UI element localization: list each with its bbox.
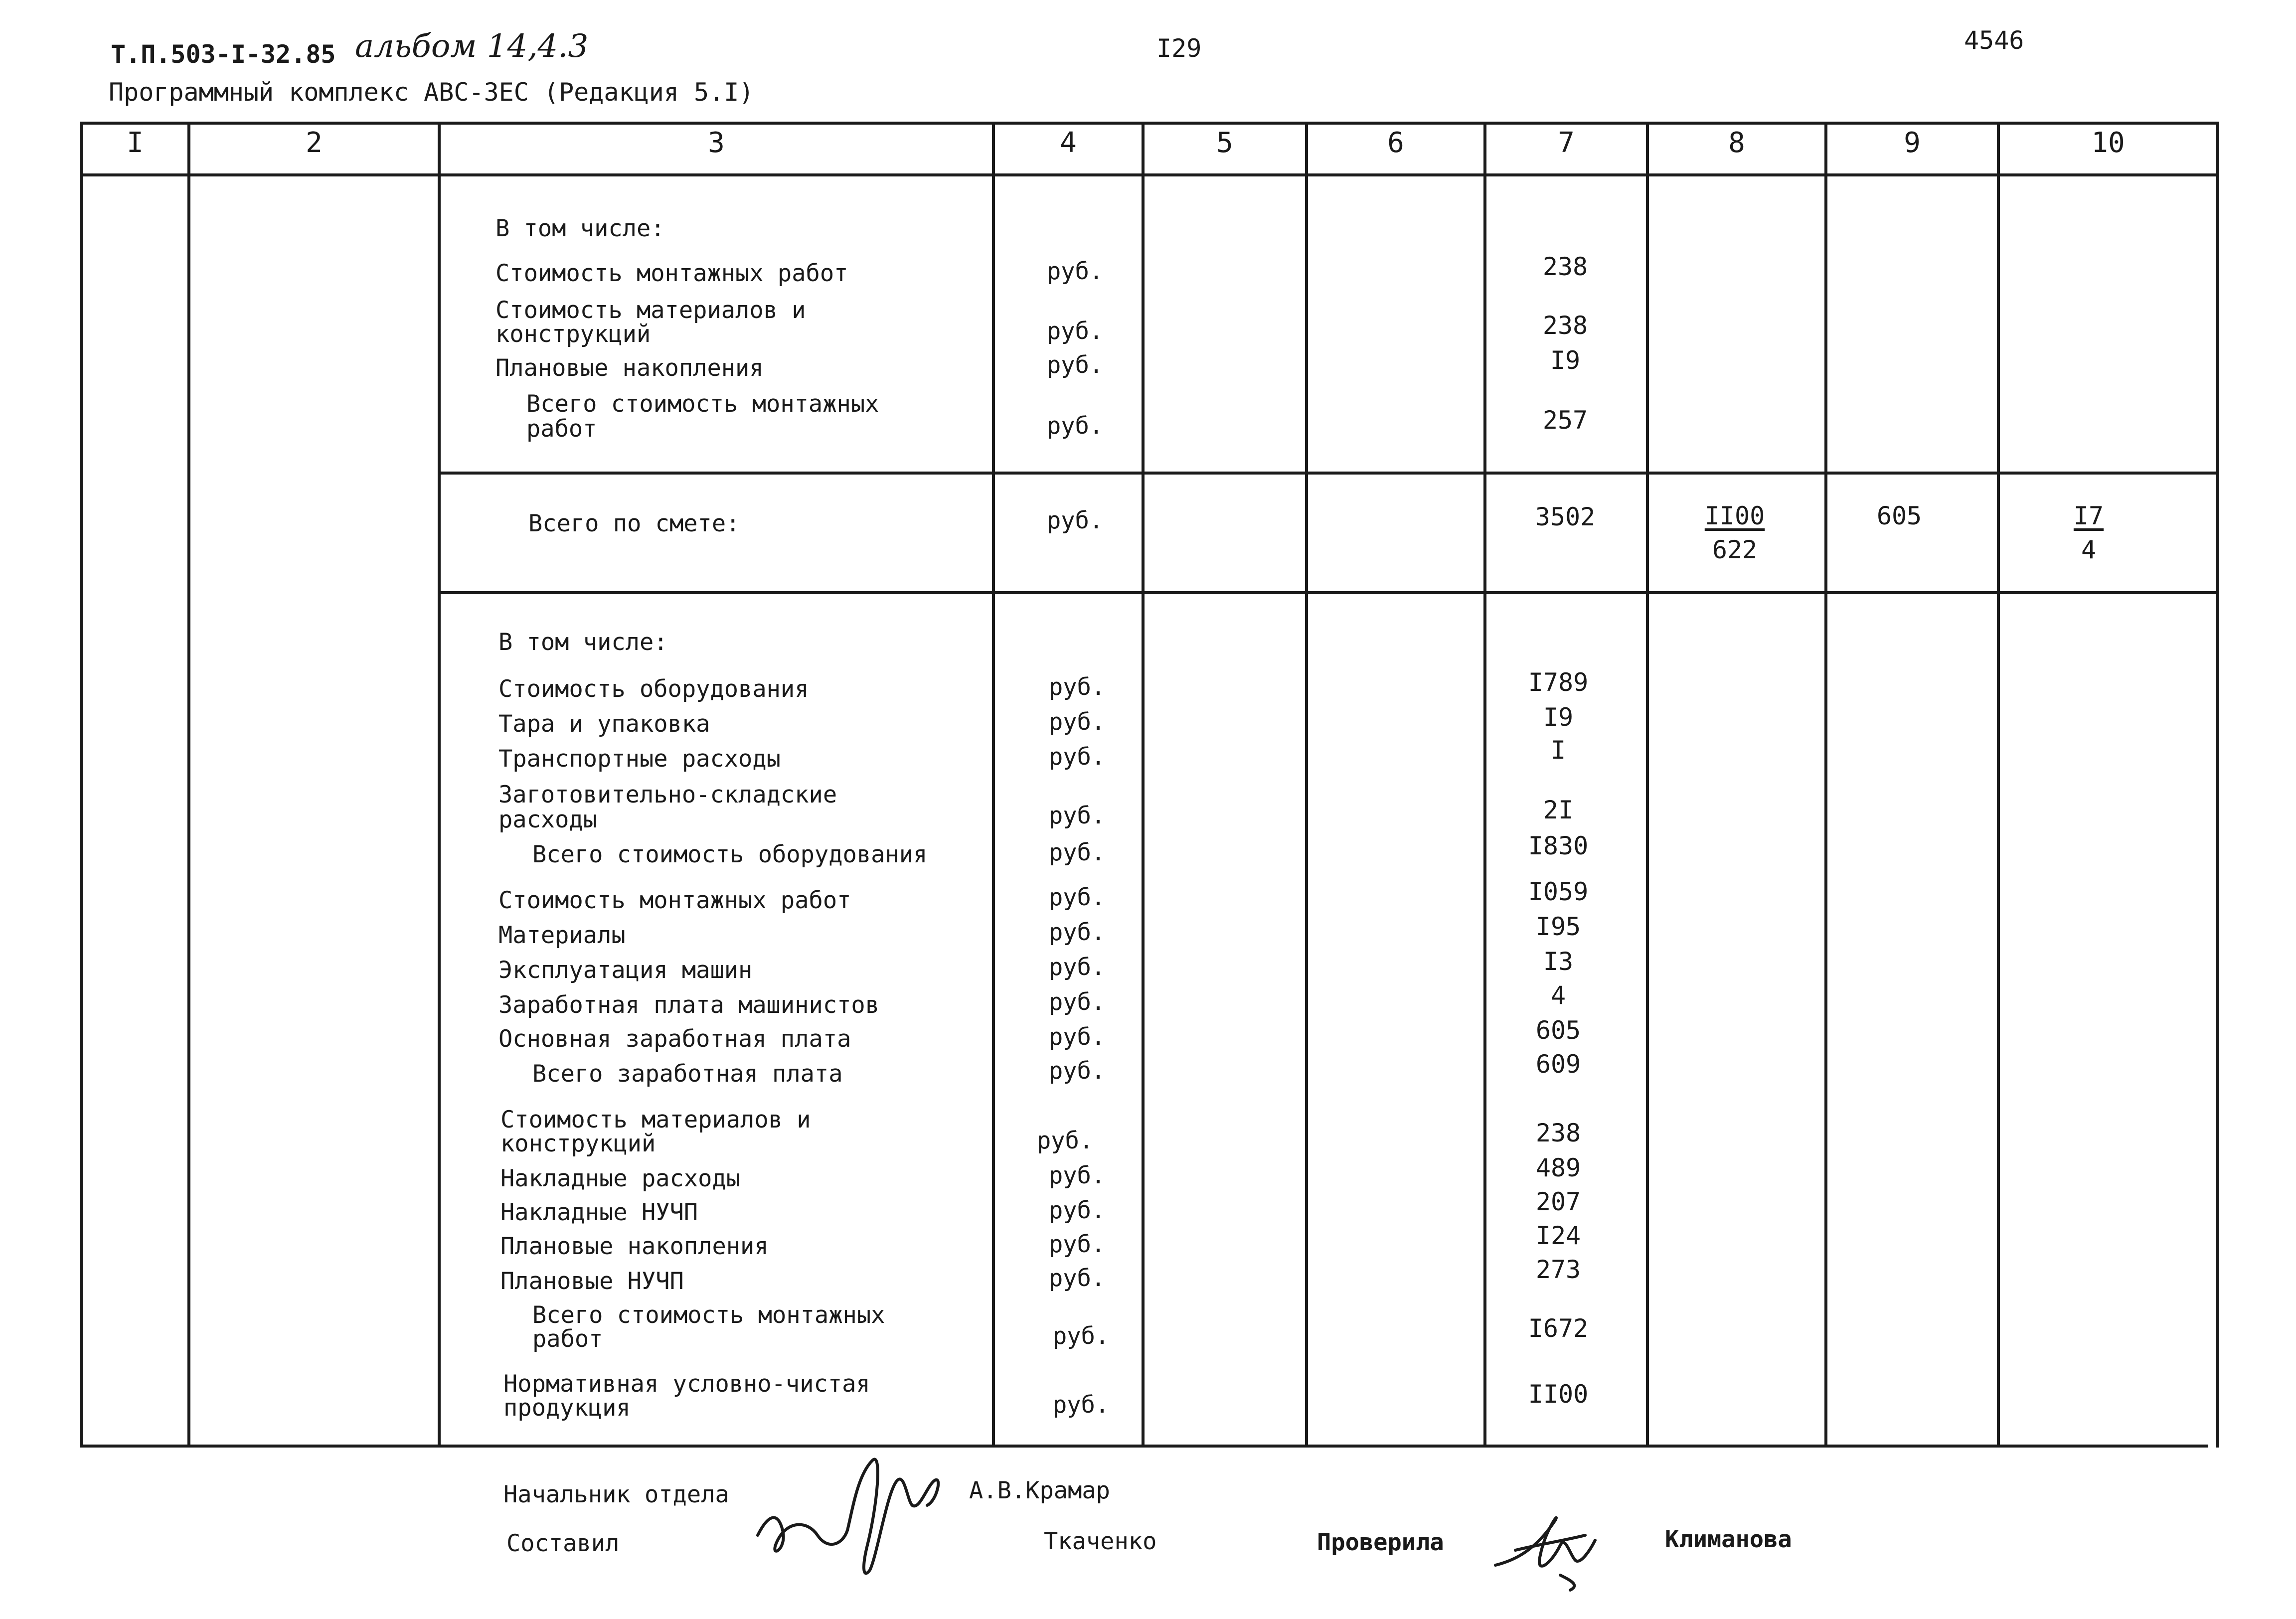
row-label: Плановые накопления (495, 354, 764, 382)
row-label: Накладные НУЧП (500, 1199, 698, 1226)
row-label: Основная заработная плата (498, 1025, 851, 1053)
total-unit: руб. (1047, 507, 1104, 534)
row-label: Всего стоимость монтажных (526, 390, 879, 418)
row-value: 273 (1535, 1255, 1581, 1284)
composed-name: Ткаченко (1044, 1528, 1157, 1555)
row-label: Накладные расходы (500, 1165, 741, 1192)
row-value: I95 (1535, 912, 1581, 941)
row-label: Стоимость монтажных работ (498, 887, 851, 914)
row-value: 605 (1535, 1016, 1581, 1045)
row-unit: руб. (1049, 1231, 1106, 1258)
album-note: альбом 14,4.3 (355, 28, 589, 65)
composed-label: Составил (506, 1530, 620, 1557)
sheet-number: 4546 (1964, 26, 2024, 55)
row-unit: руб. (1049, 1162, 1106, 1189)
row-unit: руб. (1047, 412, 1104, 440)
row-unit: руб. (1047, 351, 1104, 379)
row-value: I672 (1528, 1314, 1589, 1343)
row-label: Всего стоимость оборудования (532, 841, 928, 868)
checked-name: Климанова (1665, 1526, 1792, 1553)
column-number: I (127, 127, 144, 159)
row-label: расходы (498, 806, 598, 833)
column-number: 8 (1728, 127, 1745, 159)
header-bottom-border (80, 173, 2219, 176)
row-value: I (1550, 736, 1566, 765)
column-number: 10 (2091, 127, 2125, 159)
row-value: I9 (1543, 703, 1574, 732)
row-unit: руб. (1049, 708, 1106, 736)
total-col8-bottom: 622 (1712, 535, 1758, 564)
row-label: Всего заработная плата (532, 1060, 843, 1088)
row-label: Стоимость материалов и (495, 297, 806, 324)
col-border (992, 122, 995, 1448)
row-label: Плановые накопления (500, 1233, 769, 1260)
row-value: 238 (1535, 1119, 1581, 1147)
column-number: 4 (1060, 127, 1077, 159)
total-divider (439, 591, 2219, 594)
row-label: Стоимость оборудования (498, 675, 809, 703)
row-value: I9 (1550, 346, 1581, 375)
row-unit: руб. (1049, 673, 1106, 701)
page-number: I29 (1156, 34, 1202, 63)
row-value: 4 (1550, 981, 1566, 1010)
total-label: Всего по смете: (528, 510, 740, 537)
head-name: А.В.Крамар (969, 1477, 1110, 1504)
program-title: Программный комплекс АВС-3ЕС (Редакция 5.I) (109, 78, 754, 107)
row-value: I3 (1543, 947, 1574, 976)
column-number: 7 (1558, 127, 1575, 159)
row-unit: руб. (1049, 1265, 1106, 1292)
col-border (1997, 122, 2000, 1448)
row-unit: руб. (1049, 1197, 1106, 1224)
row-unit: руб. (1049, 1023, 1106, 1051)
section2-heading: В том числе: (498, 629, 668, 656)
row-label: конструкций (500, 1130, 656, 1157)
row-unit: руб. (1047, 258, 1104, 285)
row-label: работ (532, 1325, 603, 1353)
row-value: I789 (1528, 668, 1589, 697)
row-unit: руб. (1049, 839, 1106, 866)
subtotal-divider (439, 472, 2219, 475)
doc-code: Т.П.503-I-32.85 (111, 40, 336, 69)
row-label: Всего стоимость монтажных (532, 1301, 885, 1329)
row-label: Заготовительно-складские (498, 781, 837, 809)
column-number: 3 (708, 127, 725, 159)
total-col10-bottom: 4 (2081, 535, 2097, 564)
row-label: Заработная плата машинистов (498, 991, 880, 1019)
row-value: 2I (1543, 796, 1574, 824)
col-border (80, 122, 83, 1448)
column-number: 9 (1904, 127, 1921, 159)
row-unit: руб. (1049, 884, 1106, 911)
row-label: Стоимость материалов и (500, 1106, 811, 1133)
column-number: 6 (1387, 127, 1404, 159)
section1-heading: В том числе: (495, 215, 665, 242)
head-label: Начальник отдела (503, 1481, 729, 1508)
col-border (1646, 122, 1649, 1448)
row-unit: руб. (1053, 1391, 1110, 1419)
row-unit: руб. (1037, 1127, 1094, 1154)
row-value: 257 (1542, 406, 1588, 435)
column-number: 5 (1216, 127, 1233, 159)
row-label: конструкций (495, 321, 651, 348)
row-label: работ (526, 415, 597, 443)
row-unit: руб. (1049, 802, 1106, 829)
row-value: II00 (1528, 1380, 1589, 1409)
row-label: Материалы (498, 922, 626, 949)
row-value: 609 (1535, 1050, 1581, 1079)
row-unit: руб. (1049, 988, 1106, 1016)
total-col9: 605 (1876, 501, 1922, 530)
row-unit: руб. (1049, 954, 1106, 981)
row-unit: руб. (1053, 1322, 1110, 1350)
row-label: Стоимость монтажных работ (495, 260, 848, 287)
column-number: 2 (306, 127, 323, 159)
signature-checked-icon (1485, 1490, 1605, 1600)
row-unit: руб. (1047, 318, 1104, 345)
row-value: 489 (1535, 1153, 1581, 1182)
row-value: I830 (1528, 831, 1589, 860)
table-top-border (80, 122, 2219, 125)
row-value: 238 (1542, 311, 1588, 340)
row-label: Нормативная условно-чистая (503, 1370, 870, 1398)
total-col7: 3502 (1535, 502, 1596, 531)
col-border (1142, 122, 1145, 1448)
row-label: Плановые НУЧП (500, 1268, 684, 1295)
row-label: Эксплуатация машин (498, 957, 753, 984)
row-value: 207 (1535, 1187, 1581, 1216)
col-border (187, 122, 190, 1448)
checked-label: Проверила (1317, 1529, 1444, 1556)
row-label: Тара и упаковка (498, 710, 710, 738)
row-label: продукция (503, 1394, 631, 1422)
row-value: I059 (1528, 877, 1589, 906)
total-col8-top: II00 (1704, 501, 1765, 530)
signature-head-icon (748, 1446, 957, 1595)
col-border (2216, 122, 2219, 1448)
row-unit: руб. (1049, 743, 1106, 771)
col-border (1305, 122, 1308, 1448)
col-border (1824, 122, 1827, 1448)
row-unit: руб. (1049, 1057, 1106, 1085)
row-value: 238 (1542, 252, 1588, 281)
col-border (438, 122, 441, 1448)
row-unit: руб. (1049, 919, 1106, 946)
total-col10-top: I7 (2073, 501, 2104, 530)
row-value: I24 (1535, 1221, 1581, 1250)
row-label: Транспортные расходы (498, 745, 781, 773)
